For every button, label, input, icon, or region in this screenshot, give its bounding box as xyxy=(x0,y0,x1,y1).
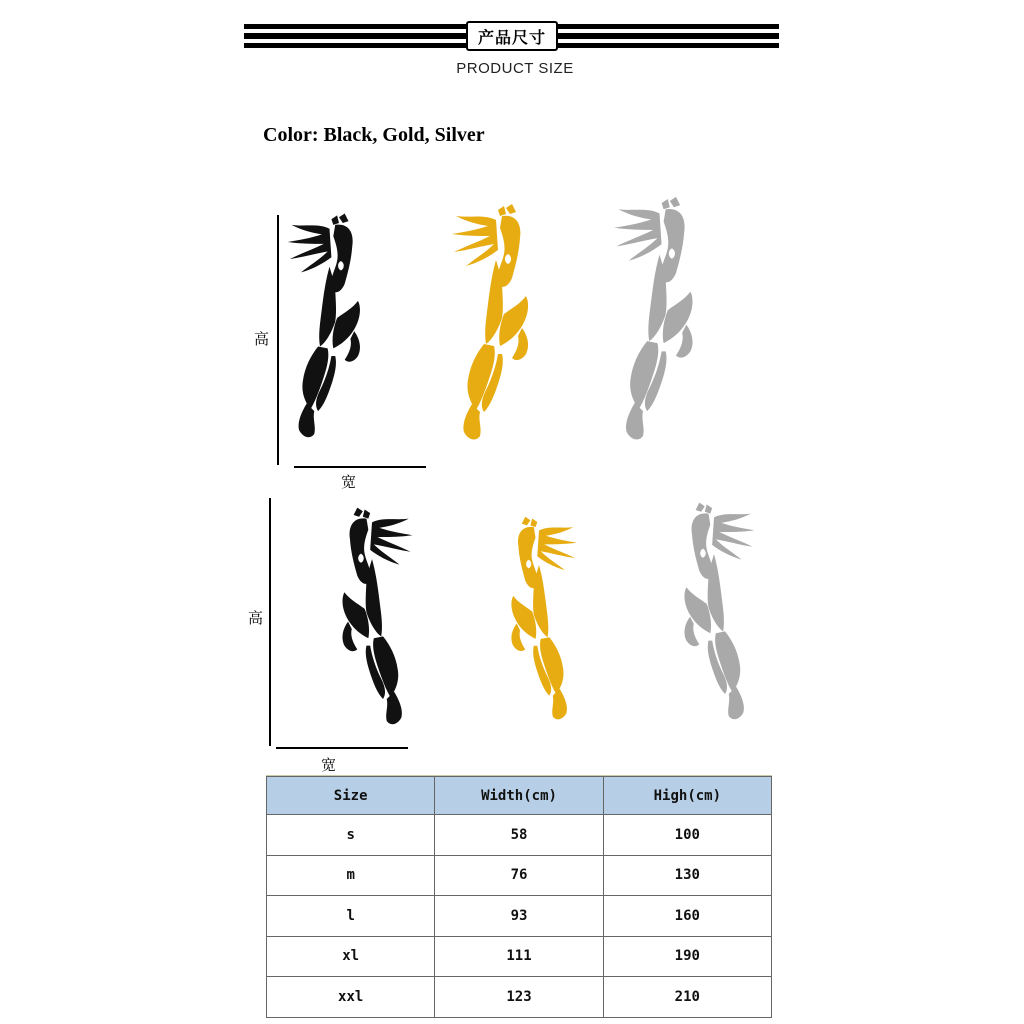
horse-shape-part xyxy=(463,404,480,439)
height-dimension-line-top xyxy=(277,215,279,465)
width-cell: 76 xyxy=(435,855,603,896)
horse-shape-part xyxy=(288,225,332,273)
width-cell: 58 xyxy=(435,815,603,856)
width-label-top: 宽 xyxy=(341,473,357,491)
horse-shape-part xyxy=(530,519,537,528)
width-cell: 123 xyxy=(435,977,603,1018)
high-cell: 210 xyxy=(603,977,771,1018)
horse-shape-part xyxy=(662,199,670,209)
width-label-bottom: 宽 xyxy=(321,756,337,774)
horse-sticker-gold-top xyxy=(446,200,546,448)
width-dimension-line-bottom xyxy=(276,747,408,749)
horse-shape-part xyxy=(728,687,744,720)
table-header-row xyxy=(267,777,772,815)
horse-shape-part xyxy=(696,503,705,512)
horse-shape-part xyxy=(363,509,370,518)
horse-shape-part xyxy=(614,209,661,261)
horse-shape-part xyxy=(370,519,412,565)
width-dimension-line-top xyxy=(294,466,426,468)
size-cell: xl xyxy=(267,936,435,977)
horse-shape-part xyxy=(498,206,506,216)
horse-shape-part xyxy=(705,504,712,513)
size-cell: m xyxy=(267,855,435,896)
table-row xyxy=(267,855,772,896)
horse-shape-part xyxy=(386,692,402,725)
horse-shape-part xyxy=(339,214,349,224)
table-row xyxy=(267,977,772,1018)
horse-shape-part xyxy=(552,689,567,720)
horse-shape-part xyxy=(350,518,371,583)
horse-shape-part xyxy=(354,508,363,517)
width-cell: 111 xyxy=(435,936,603,977)
size-cell: xxl xyxy=(267,977,435,1018)
horse-shape-part xyxy=(522,517,531,526)
horse-shape-part xyxy=(661,209,684,282)
horse-shape-part xyxy=(331,225,353,293)
high-cell: 160 xyxy=(603,896,771,937)
table-row xyxy=(267,896,772,937)
column-header-high: High(cm) xyxy=(603,777,771,815)
size-cell: s xyxy=(267,815,435,856)
horse-shape-part xyxy=(518,527,538,588)
height-label-top: 高 xyxy=(254,330,270,348)
high-cell: 100 xyxy=(603,815,771,856)
high-cell: 130 xyxy=(603,855,771,896)
horse-shape-part xyxy=(537,527,577,570)
horse-shape-part xyxy=(626,403,644,440)
high-cell: 190 xyxy=(603,936,771,977)
size-cell: l xyxy=(267,896,435,937)
horse-shape-part xyxy=(452,216,498,266)
column-header-size: Size xyxy=(267,777,435,815)
color-options-text: Color: Black, Gold, Silver xyxy=(263,124,485,146)
header-subtitle: PRODUCT SIZE xyxy=(456,60,574,77)
size-table xyxy=(266,776,772,1018)
horse-sticker-black-bottom xyxy=(326,500,418,736)
horse-shape-part xyxy=(331,215,339,225)
horse-shape-part xyxy=(692,513,713,578)
height-dimension-line-bottom xyxy=(269,498,271,746)
horse-shape-part xyxy=(670,197,680,207)
horse-shape-part xyxy=(506,204,516,214)
horse-shape-part xyxy=(712,514,754,560)
table-row xyxy=(267,815,772,856)
horse-shape-part xyxy=(299,404,315,438)
width-cell: 93 xyxy=(435,896,603,937)
horse-sticker-gold-bottom xyxy=(496,505,582,735)
table-row xyxy=(267,936,772,977)
header-title-cn: 产品尺寸 xyxy=(466,21,558,51)
height-label-bottom: 高 xyxy=(248,609,264,627)
horse-sticker-silver-top xyxy=(608,193,711,448)
horse-sticker-black-top xyxy=(282,205,377,450)
column-header-width: Width(cm) xyxy=(435,777,603,815)
horse-sticker-silver-bottom xyxy=(668,493,760,733)
horse-shape-part xyxy=(498,216,521,287)
